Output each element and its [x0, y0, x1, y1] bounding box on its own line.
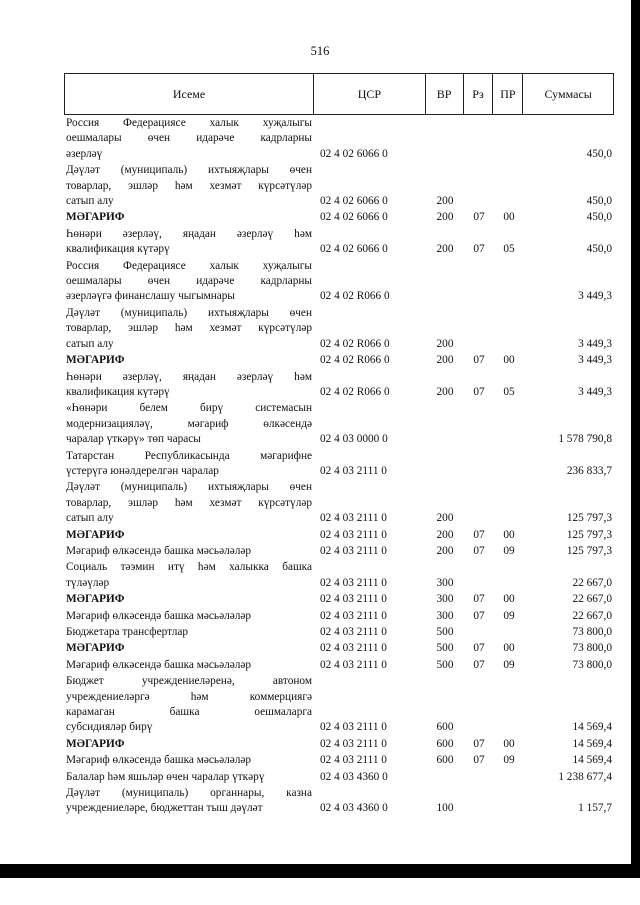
row-name-line: Мәгариф өлкәсендә башка мәсьәләләр [66, 609, 252, 622]
header-name: Исеме [65, 74, 314, 114]
table-row [64, 544, 614, 559]
row-sum: 125 797,3 [566, 544, 612, 557]
row-name-line: сатып алу [66, 512, 114, 525]
header-csr: ЦСР [314, 74, 426, 114]
row-csr: 02 4 03 2111 0 [320, 544, 387, 557]
table-row [64, 560, 614, 591]
row-name-line: МӘГАРИФ [66, 642, 125, 655]
row-csr: 02 4 03 2111 0 [320, 658, 387, 671]
row-rz: 07 [473, 658, 485, 671]
row-name-line: товарлар, эшләр һәм хезмәт күрсәтүләр [66, 179, 312, 192]
table-row [64, 401, 614, 447]
row-sum: 73 800,0 [572, 658, 612, 671]
row-sum: 14 569,4 [572, 754, 612, 767]
header-pr: ПР [493, 74, 523, 114]
row-name-line: Мәгариф өлкәсендә башка мәсьәләләр [66, 658, 252, 671]
row-name [64, 210, 314, 225]
row-name [64, 401, 314, 447]
row-name-line: әзерләү [66, 147, 103, 160]
row-name-line: МӘГАРИФ [66, 593, 125, 606]
row-name-line: Мәгариф өлкәсендә башка мәсьәләләр [66, 544, 252, 557]
table-row [64, 641, 614, 656]
row-name [64, 786, 314, 817]
row-name-line: оешмалары өчен идарәче кадрларны [66, 132, 312, 145]
row-rz: 07 [473, 737, 485, 750]
row-name-line: Дәүләт (муниципаль) органнары, казна [66, 787, 312, 800]
row-name-line: учреждениеләре, бюджеттан тыш дәүләт [66, 802, 263, 815]
row-vr: 600 [436, 721, 454, 734]
row-sum: 1 157,7 [578, 802, 612, 815]
row-vr: 200 [436, 385, 454, 398]
row-rz: 07 [473, 609, 485, 622]
table-row [64, 658, 614, 673]
table-row [64, 480, 614, 526]
row-pr: 05 [503, 385, 515, 398]
table-row [64, 306, 614, 352]
header-vr: ВР [426, 74, 464, 114]
row-name [64, 480, 314, 526]
row-name-line: Һөнәри әзерләү, яңадан әзерләү һәм [66, 370, 312, 383]
row-name-line: «Һөнәри белем бирү системасын [66, 402, 312, 415]
table-row [64, 609, 614, 624]
row-sum: 22 667,0 [572, 576, 612, 589]
row-name [64, 227, 314, 258]
table-row [64, 528, 614, 543]
table-row [64, 592, 614, 607]
row-sum: 236 833,7 [566, 464, 612, 477]
table-row [64, 625, 614, 640]
row-csr: 02 4 02 R066 0 [320, 337, 390, 350]
row-vr: 200 [436, 544, 454, 557]
row-csr: 02 4 02 6066 0 [320, 243, 388, 256]
row-rz: 07 [473, 593, 485, 606]
row-name [64, 370, 314, 401]
row-name [64, 592, 314, 607]
row-name-line: карамаган башка оешмаларга [66, 706, 312, 719]
row-sum: 22 667,0 [572, 593, 612, 606]
row-name [64, 674, 314, 736]
row-rz: 07 [473, 528, 485, 541]
row-name-line: сатып алу [66, 337, 114, 350]
row-name [64, 259, 314, 305]
row-rz: 07 [473, 754, 485, 767]
row-name-line: товарлар, эшләр һәм хезмәт күрсәтүләр [66, 496, 312, 509]
row-vr: 300 [436, 576, 454, 589]
row-pr: 00 [503, 528, 515, 541]
row-pr: 09 [503, 609, 515, 622]
row-name-line: Дәүләт (муниципаль) ихтыяҗлары өчен [66, 306, 312, 319]
row-vr: 200 [436, 512, 454, 525]
row-pr: 00 [503, 211, 515, 224]
row-vr: 600 [436, 737, 454, 750]
row-csr: 02 4 02 6066 0 [320, 195, 388, 208]
row-sum: 3 449,3 [578, 354, 612, 367]
row-name-line: Россия Федерациясе халык хуҗалыгы [66, 117, 312, 129]
table-row [64, 259, 614, 305]
row-name-line: товарлар, эшләр һәм хезмәт күрсәтүләр [66, 322, 312, 335]
row-pr: 09 [503, 754, 515, 767]
row-sum: 14 569,4 [572, 737, 612, 750]
row-vr: 300 [436, 593, 454, 606]
row-name-line: түләүләр [66, 576, 110, 589]
row-csr: 02 4 02 R066 0 [320, 354, 390, 367]
row-csr: 02 4 03 2111 0 [320, 593, 387, 606]
row-csr: 02 4 03 2111 0 [320, 528, 387, 541]
table-body [64, 116, 614, 817]
row-csr: 02 4 03 0000 0 [320, 433, 388, 446]
row-rz: 07 [473, 243, 485, 256]
row-name-line: чаралар үткәрү» төп чарасы [66, 433, 201, 446]
row-name [64, 658, 314, 673]
row-name-line: сатып алу [66, 195, 114, 208]
table-row [64, 210, 614, 225]
row-vr: 200 [436, 195, 454, 208]
row-csr: 02 4 03 2111 0 [320, 576, 387, 589]
row-sum: 450,0 [586, 211, 612, 224]
row-pr: 00 [503, 642, 515, 655]
table-row [64, 449, 614, 480]
row-pr: 09 [503, 658, 515, 671]
scan-bottom-border [0, 864, 640, 878]
row-name-line: Россия Федерациясе халык хуҗалыгы [66, 259, 312, 272]
row-sum: 22 667,0 [572, 609, 612, 622]
page-number: 516 [310, 44, 330, 58]
row-name [64, 528, 314, 543]
row-name [64, 753, 314, 768]
row-name-line: Дәүләт (муниципаль) ихтыяҗлары өчен [66, 481, 312, 494]
row-pr: 05 [503, 243, 515, 256]
row-name-line: Татарстан Республикасында мәгарифне [66, 449, 312, 462]
row-rz: 07 [473, 211, 485, 224]
row-csr: 02 4 03 2111 0 [320, 754, 387, 767]
row-rz: 07 [473, 642, 485, 655]
row-sum: 125 797,3 [566, 512, 612, 525]
table-row [64, 737, 614, 752]
row-sum: 1 578 790,8 [558, 433, 612, 446]
row-sum: 14 569,4 [572, 721, 612, 734]
row-sum: 3 449,3 [578, 385, 612, 398]
row-vr: 200 [436, 528, 454, 541]
row-vr: 600 [436, 754, 454, 767]
row-pr: 09 [503, 544, 515, 557]
row-rz: 07 [473, 544, 485, 557]
row-name-line: әзерләүгә финанслашу чыгымнары [66, 290, 236, 303]
row-csr: 02 4 03 2111 0 [320, 737, 387, 750]
row-name-line: квалификация күтәрү [66, 243, 170, 256]
row-name-line: МӘГАРИФ [66, 528, 125, 541]
row-name-line: субсидияләр бирү [66, 721, 153, 734]
row-name-line: Дәүләт (муниципаль) ихтыяҗлары өчен [66, 164, 312, 177]
row-sum: 450,0 [586, 195, 612, 208]
row-name [64, 770, 314, 785]
row-vr: 100 [436, 802, 454, 815]
row-pr: 00 [503, 593, 515, 606]
row-sum: 450,0 [586, 243, 612, 256]
row-csr: 02 4 03 2111 0 [320, 464, 387, 477]
row-pr: 00 [503, 354, 515, 367]
row-vr: 200 [436, 243, 454, 256]
table-row [64, 753, 614, 768]
header-rz: Рз [464, 74, 494, 114]
row-name [64, 625, 314, 640]
row-name-line: МӘГАРИФ [66, 737, 125, 750]
row-rz: 07 [473, 385, 485, 398]
row-pr: 00 [503, 737, 515, 750]
row-vr: 500 [436, 658, 454, 671]
row-name-line: МӘГАРИФ [66, 211, 125, 224]
scan-right-border [631, 0, 640, 878]
row-name-line: учреждениеләргә һәм коммерциягә [66, 690, 312, 703]
row-csr: 02 4 02 R066 0 [320, 290, 390, 303]
row-csr: 02 4 02 R066 0 [320, 385, 390, 398]
row-csr: 02 4 03 2111 0 [320, 609, 387, 622]
row-name [64, 609, 314, 624]
table-row [64, 116, 614, 162]
row-name-line: Социаль тәэмин итү һәм халыкка башка [66, 561, 312, 574]
table-header [64, 73, 614, 115]
row-name [64, 306, 314, 352]
table-row [64, 227, 614, 258]
row-name-line: модернизацияләү, мәгариф өлкәсендә [66, 417, 312, 430]
row-name [64, 116, 314, 162]
table-row [64, 370, 614, 401]
row-sum: 73 800,0 [572, 642, 612, 655]
row-vr: 500 [436, 626, 454, 638]
row-csr: 02 4 03 4360 0 [320, 802, 388, 815]
row-name-line: оешмалары өчен идарәче кадрларны [66, 275, 312, 288]
row-csr: 02 4 03 2111 0 [320, 626, 387, 638]
row-name-line: Бюджет учреждениеләренә, автоном [66, 675, 312, 688]
row-sum: 125 797,3 [566, 528, 612, 541]
row-sum: 73 800,0 [572, 626, 612, 638]
table-row [64, 353, 614, 368]
row-vr: 300 [436, 609, 454, 622]
row-vr: 500 [436, 642, 454, 655]
row-name-line: Бюджетара трансфертлар [66, 626, 189, 638]
row-sum: 3 449,3 [578, 290, 612, 303]
row-vr: 200 [436, 211, 454, 224]
row-name-line: МӘГАРИФ [66, 354, 125, 367]
row-csr: 02 4 03 2111 0 [320, 721, 387, 734]
budget-table [64, 73, 614, 818]
row-csr: 02 4 02 6066 0 [320, 147, 388, 160]
row-vr: 200 [436, 354, 454, 367]
row-name [64, 163, 314, 209]
table-row [64, 674, 614, 736]
header-sum: Суммасы [544, 86, 592, 101]
row-name [64, 560, 314, 591]
row-vr: 200 [436, 337, 454, 350]
row-name-line: Мәгариф өлкәсендә башка мәсьәләләр [66, 754, 252, 767]
row-name [64, 737, 314, 752]
row-csr: 02 4 03 4360 0 [320, 770, 388, 783]
row-name [64, 449, 314, 480]
row-rz: 07 [473, 354, 485, 367]
row-name-line: Һөнәри әзерләү, яңадан әзерләү һәм [66, 227, 312, 240]
table-row [64, 163, 614, 209]
table-row [64, 770, 614, 785]
row-sum: 1 238 677,4 [558, 770, 612, 783]
row-name [64, 353, 314, 368]
row-name [64, 641, 314, 656]
table-row [64, 786, 614, 817]
row-csr: 02 4 03 2111 0 [320, 512, 387, 525]
row-name [64, 544, 314, 559]
row-sum: 3 449,3 [578, 337, 612, 350]
row-name-line: үстерүгә юнәлдерелгән чаралар [66, 464, 219, 477]
row-csr: 02 4 02 6066 0 [320, 211, 388, 224]
row-name-line: квалификация күтәрү [66, 385, 170, 398]
row-csr: 02 4 03 2111 0 [320, 642, 387, 655]
row-name-line: Балалар һәм яшьләр өчен чаралар үткәрү [66, 770, 265, 783]
row-sum: 450,0 [586, 147, 612, 160]
